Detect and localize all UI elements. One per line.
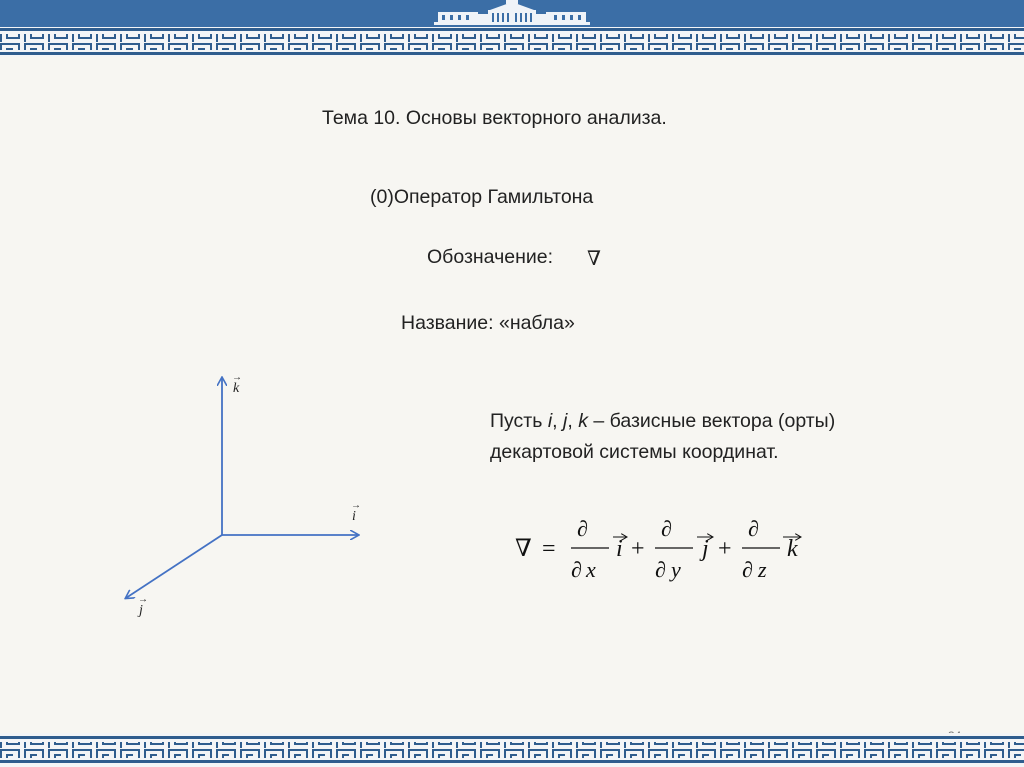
frac1-partial: ∂ bbox=[571, 557, 582, 582]
name-line: Название: «набла» bbox=[401, 312, 575, 334]
header-band bbox=[0, 0, 1024, 27]
frac2-partial: ∂ bbox=[655, 557, 666, 582]
frac1-var: x bbox=[586, 557, 596, 582]
formula-k: k bbox=[787, 536, 798, 562]
university-building-logo bbox=[432, 0, 592, 27]
notation-label: Обозначение: bbox=[427, 246, 554, 268]
frac2-numerator: ∂ bbox=[661, 516, 672, 541]
frac3-numerator: ∂ bbox=[748, 516, 759, 541]
footer-frieze bbox=[0, 733, 1024, 767]
frac2-var: y bbox=[671, 557, 681, 582]
frac1-numerator: ∂ bbox=[577, 516, 588, 541]
frac3-var: z bbox=[758, 557, 767, 582]
basis-text-line2: декартовой системы координат. bbox=[490, 441, 779, 463]
axis-label-j: → j bbox=[138, 594, 148, 618]
formula-nabla: ∇ bbox=[515, 534, 532, 562]
axis-label-i: → i bbox=[351, 500, 361, 524]
slide-title: Тема 10. Основы векторного анализа. bbox=[322, 107, 667, 129]
j-axis bbox=[126, 535, 222, 598]
frac3-partial: ∂ bbox=[742, 557, 753, 582]
formula-j: j bbox=[702, 536, 709, 562]
formula-plus2: + bbox=[718, 536, 732, 562]
nabla-symbol: ∇ bbox=[587, 246, 601, 270]
basis-k: k bbox=[578, 410, 588, 432]
nabla-formula bbox=[515, 514, 815, 594]
formula-equals: = bbox=[542, 536, 556, 562]
basis-i: i bbox=[547, 410, 553, 432]
formula-i: i bbox=[616, 536, 623, 562]
basis-j: j bbox=[563, 410, 568, 432]
formula-plus1: + bbox=[631, 536, 645, 562]
coordinate-axes-diagram bbox=[110, 365, 390, 635]
basis-text-line1: Пусть i, j, k – базисные вектора (орты) bbox=[490, 410, 836, 432]
slide-subtitle: (0)Оператор Гамильтона bbox=[370, 186, 594, 208]
header-frieze bbox=[0, 27, 1024, 57]
axis-label-k: → k bbox=[232, 372, 242, 396]
